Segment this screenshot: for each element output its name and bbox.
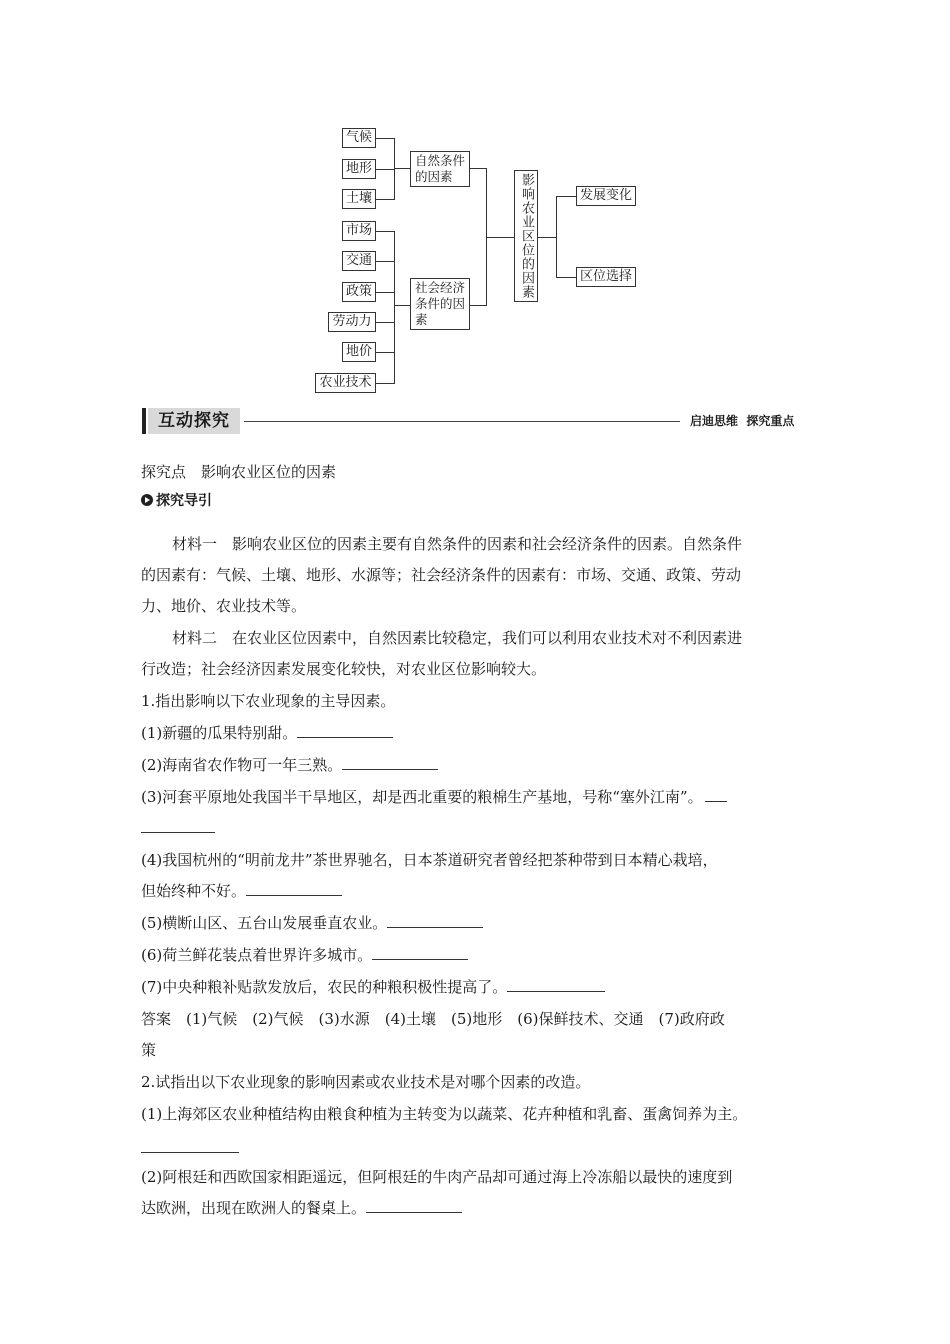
q1-item-text: (3)河套平原地处我国半干旱地区，却是西北重要的粮棉生产基地，号称“塞外江南”。 (141, 788, 703, 806)
factor-box-transport: 交通 (342, 251, 376, 271)
answer-blank[interactable] (507, 977, 605, 992)
material2-line1: 材料二 在农业区位因素中，自然因素比较稳定，我们可以利用农业技术对不利因素进 (172, 629, 743, 647)
q1-answer-line1: 答案 (1)气候 (2)气候 (3)水源 (4)土壤 (5)地形 (6)保鲜技术、交通 (7)政府政 (141, 1010, 725, 1028)
factor-box-policy: 政策 (342, 282, 376, 302)
q2-item-text: 达欧洲，出现在欧洲人的餐桌上。 (141, 1199, 367, 1217)
section-tagline: 启迪思维 探究重点 (690, 414, 795, 428)
explore-point-title: 探究点 影响农业区位的因素 (141, 463, 337, 481)
q1-item-7 (141, 977, 605, 997)
q1-item-4-cont (141, 881, 342, 901)
outcome-box-development: 发展变化 (576, 186, 636, 206)
material1-line2: 的因素有：气候、土壤、地形、水源等；社会经济条件的因素有：市场、交通、政策、劳动 (141, 566, 742, 584)
q2-item-2-cont (141, 1198, 462, 1218)
q2-item-1: (1)上海郊区农业种植结构由粮食种植为主转变为以蔬菜、花卉种植和乳畜、蛋禽饲养为主。 (141, 1105, 748, 1123)
section-title: 互动探究 (148, 408, 240, 434)
answer-blank[interactable] (372, 945, 468, 960)
answer-blank[interactable] (141, 1152, 239, 1153)
factor-box-labor: 劳动力 (328, 312, 376, 332)
q1-item-text: (2)海南省农作物可一年三熟。 (141, 756, 343, 774)
answer-blank[interactable] (366, 1198, 462, 1213)
factor-box-soil: 土壤 (342, 189, 376, 209)
outcome-box-location: 区位选择 (576, 267, 636, 287)
q1-answer-line2: 策 (141, 1041, 157, 1059)
q1-item-text: 但始终种不好。 (141, 882, 247, 900)
guide-heading (141, 490, 212, 510)
q1-item-4: (4)我国杭州的“明前龙井”茶世界驰名，日本茶道研究者曾经把茶种带到日本精心栽培， (141, 851, 718, 869)
q1-item-text: (7)中央种粮补贴款发放后，农民的种粮积极性提高了。 (141, 978, 508, 996)
material1-line3: 力、地价、农业技术等。 (141, 597, 307, 615)
factor-box-land-price: 地价 (342, 342, 376, 362)
guide-heading-label: 探究导引 (156, 493, 212, 509)
answer-blank[interactable] (387, 913, 483, 928)
material1-line1: 材料一 影响农业区位的因素主要有自然条件的因素和社会经济条件的因素。自然条件 (172, 535, 743, 553)
q1-stem: 1.指出影响以下农业现象的主导因素。 (141, 692, 396, 710)
section-header-bar (142, 408, 146, 434)
answer-blank[interactable] (342, 755, 438, 770)
social-conditions-box (410, 278, 470, 330)
factor-box-terrain: 地形 (342, 159, 376, 179)
natural-conditions-label: 自然条件的因素 (415, 153, 466, 184)
q1-item-text: (5)横断山区、五台山发展垂直农业。 (141, 914, 388, 932)
material2-line2: 行改造；社会经济因素发展变化较快，对农业区位影响较大。 (141, 660, 547, 678)
natural-conditions-box (410, 151, 470, 187)
factor-box-market: 市场 (342, 221, 376, 241)
q1-item-2 (141, 755, 438, 775)
q2-stem: 2.试指出以下农业现象的影响因素或农业技术是对哪个因素的改造。 (141, 1073, 591, 1091)
answer-blank[interactable] (705, 787, 727, 802)
center-factor-box: 影响农业区位的因素 (514, 170, 538, 302)
factor-box-climate: 气候 (342, 128, 376, 148)
answer-blank[interactable] (297, 723, 393, 738)
q1-item-1 (141, 723, 393, 743)
q1-item-text: (6)荷兰鲜花装点着世界许多城市。 (141, 946, 373, 964)
q1-item-3 (141, 787, 727, 807)
q1-item-text: (1)新疆的瓜果特别甜。 (141, 724, 298, 742)
q1-item-6 (141, 945, 468, 965)
factor-box-agri-tech: 农业技术 (315, 373, 376, 393)
social-conditions-label: 社会经济条件的因素 (415, 280, 466, 327)
answer-blank-continuation[interactable] (141, 832, 215, 833)
q2-item-2: (2)阿根廷和西欧国家相距遥远，但阿根廷的牛肉产品却可通过海上冷冻船以最快的速度到 (141, 1168, 733, 1186)
section-rule (244, 421, 680, 422)
answer-blank[interactable] (246, 881, 342, 896)
play-icon (141, 494, 153, 506)
q1-item-5 (141, 913, 483, 933)
